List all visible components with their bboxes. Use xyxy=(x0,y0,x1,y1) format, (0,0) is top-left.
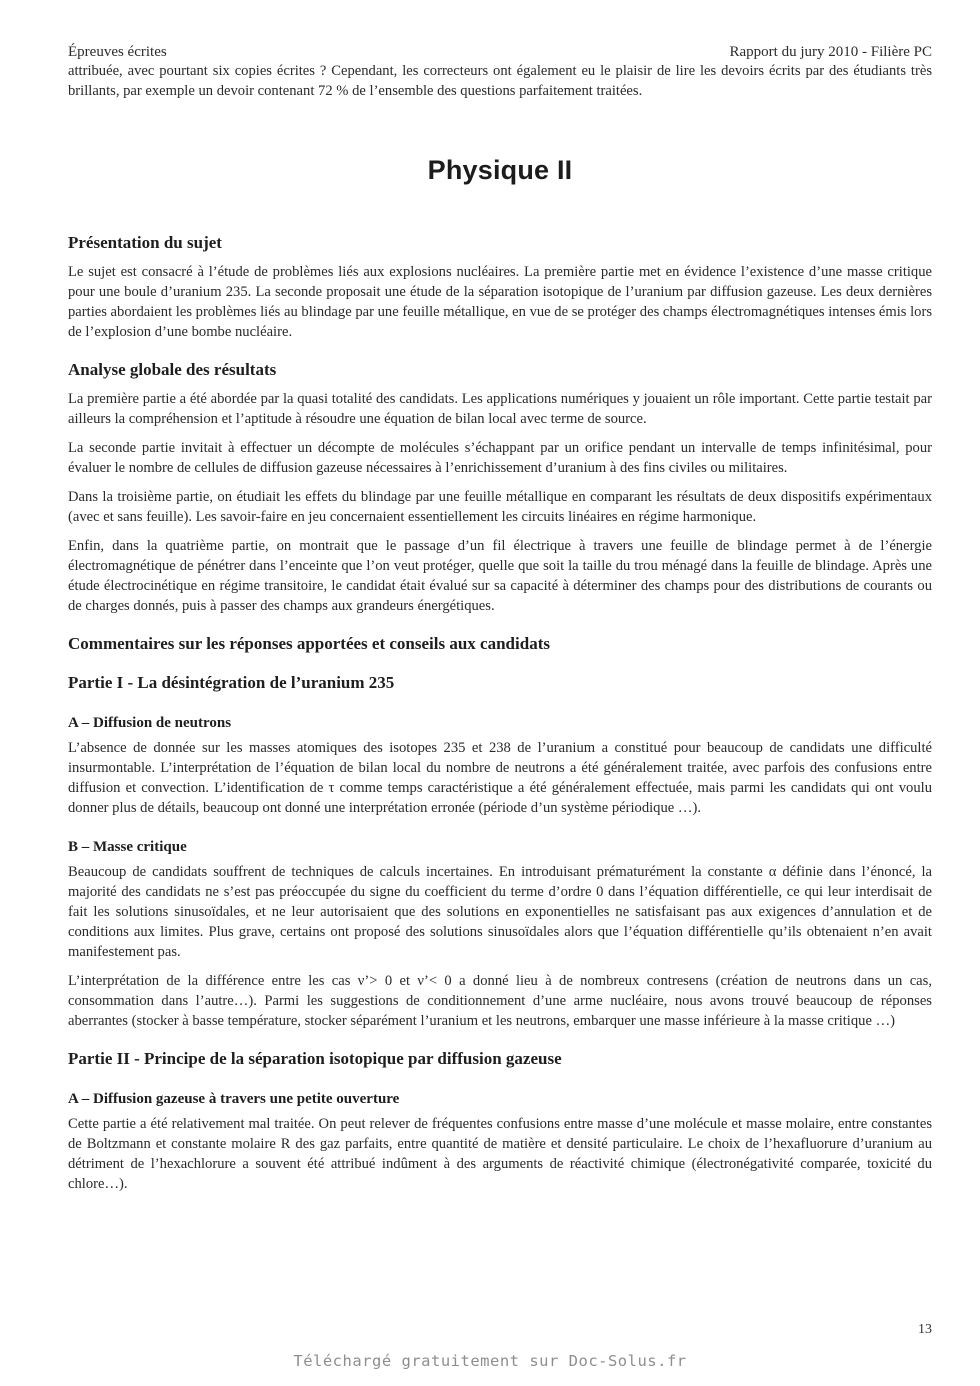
paragraph-analyse-3: Dans la troisième partie, on étudiait les effets du blindage par une feuille métallique en comparant les résultats de deux dispositifs expérimentaux (avec et sans feuille). Les savoir-faire en jeu concernaient essentiellement les circuits linéaires en régime harmonique. xyxy=(68,489,932,525)
heading-analyse-globale: Analyse globale des résultats xyxy=(68,360,277,379)
paragraph-partie1-b-2: L’interprétation de la différence entre les cas ν’> 0 et ν’< 0 a donné lieu à de nombreux contresens (création de neutrons dans un cas, consommation dans l’autre…). Parmi les suggestions de conditionnement d’une arme nucléaire, nous avons trouvé beaucoup de réponses aberrantes (stocker à basse température, stocker séparément l’uranium et les neutrons, embarquer une masse inférieure à la masse critique …) xyxy=(68,973,932,1029)
running-header xyxy=(68,44,932,61)
paragraph-partie2-a: Cette partie a été relativement mal traitée. On peut relever de fréquentes confusions entre masse d’une molécule et masse molaire, entre constantes de Boltzmann et constante molaire R des gaz parfaits, entre quantité de matière et densité particulaire. Le choix de l’hexafluorure d’uranium au détriment de l’hexachlorure a souvent été attribué indûment à des arguments de réactivité chimique (électronégativité comparée, toxicité du chlore…). xyxy=(68,1116,932,1192)
header-right-label: Rapport du jury 2010 - Filière PC xyxy=(729,44,932,60)
subheading-partie1-b-masse-critique: B – Masse critique xyxy=(68,839,187,855)
heading-presentation-du-sujet: Présentation du sujet xyxy=(68,233,222,252)
paragraph-analyse-1: La première partie a été abordée par la quasi totalité des candidats. Les applications numériques y jouaient un rôle important. Cette partie testait par ailleurs la compréhension et l’aptitude à résoudre une équation de bilan local avec terme de source. xyxy=(68,391,932,427)
intro-paragraph: attribuée, avec pourtant six copies écrites ? Cependant, les correcteurs ont également eu le plaisir de lire les devoirs écrits par des étudiants très brillants, par exemple un devoir contenant 72 % de l’ensemble des questions parfaitement traitées. xyxy=(68,63,932,99)
page-content xyxy=(68,0,932,1203)
paragraph-analyse-4: Enfin, dans la quatrième partie, on montrait que le passage d’un fil électrique à travers une feuille de blindage permet à de l’énergie électromagnétique de pénétrer dans l’enceinte que l’on veut protéger, quelle que soit la taille du trou ménagé dans la feuille de blindage. Après une étude électrocinétique en régime transitoire, le candidat était évalué sur sa capacité à déterminer des champs pour des distributions de courants ou de charges donnés, puis à passer des champs aux grandeurs énergétiques. xyxy=(68,538,932,614)
paragraph-presentation: Le sujet est consacré à l’étude de problèmes liés aux explosions nucléaires. La première partie met en évidence l’existence d’une masse critique pour une boule d’uranium 235. La seconde proposait une étude de la séparation isotopique de l’uranium par diffusion gazeuse. Les deux dernières parties abordaient les problèmes liés au blindage par une feuille métallique, en vue de se protéger des champs électromagnétiques intenses émis lors de l’explosion d’une bombe nucléaire. xyxy=(68,264,932,340)
subheading-partie1-a-diffusion-neutrons: A – Diffusion de neutrons xyxy=(68,715,232,731)
page-title: Physique II xyxy=(427,155,573,185)
paragraph-partie1-a: L’absence de donnée sur les masses atomiques des isotopes 235 et 238 de l’uranium a constitué pour beaucoup de candidats une difficulté insurmontable. L’interprétation de l’équation de bilan local du nombre de neutrons a été généralement traitée, avec parfois des confusions entre diffusion et convection. L’identification de τ comme temps caractéristique a été généralement effectuée, mais parmi les candidats qui ont voulu donner plus de détails, beaucoup ont donné une interprétation erronée (période d’un système périodique …). xyxy=(68,740,932,816)
header-left-label: Épreuves écrites xyxy=(68,44,167,60)
paragraph-analyse-2: La seconde partie invitait à effectuer un décompte de molécules s’échappant par un orifice pendant un intervalle de temps infinitésimal, pour évaluer le nombre de cellules de diffusion gazeuse nécessaires à l’enrichissement d’uranium à des fins civiles ou militaires. xyxy=(68,440,932,476)
watermark-doc-solus: Téléchargé gratuitement sur Doc-Solus.fr xyxy=(293,1352,687,1370)
paragraph-partie1-b-1: Beaucoup de candidats souffrent de techniques de calculs incertaines. En introduisant prématurément la constante α définie dans l’énoncé, la majorité des candidats ne s’est pas préoccupée du signe du coefficient du terme d’ordre 0 dans l’équation différentielle, ce qui leur interdisait de fait les solutions sinusoïdales, et ne leur autorisaient que des solutions en exponentielles ne satisfaisant pas aux exigences d’annulation et de conditions aux limites. Plus grave, certains ont proposé des solutions sinusoïdales alors que l’équation différentielle qu’ils obtenaient n’en avait manifestement pas. xyxy=(68,864,932,960)
heading-commentaires: Commentaires sur les réponses apportées et conseils aux candidats xyxy=(68,634,550,653)
page-number: 13 xyxy=(918,1322,932,1337)
subheading-partie2-a-diffusion-gazeuse: A – Diffusion gazeuse à travers une petite ouverture xyxy=(68,1091,400,1107)
heading-partie-1: Partie I - La désintégration de l’uranium 235 xyxy=(68,673,395,692)
heading-partie-2: Partie II - Principe de la séparation isotopique par diffusion gazeuse xyxy=(68,1049,562,1068)
